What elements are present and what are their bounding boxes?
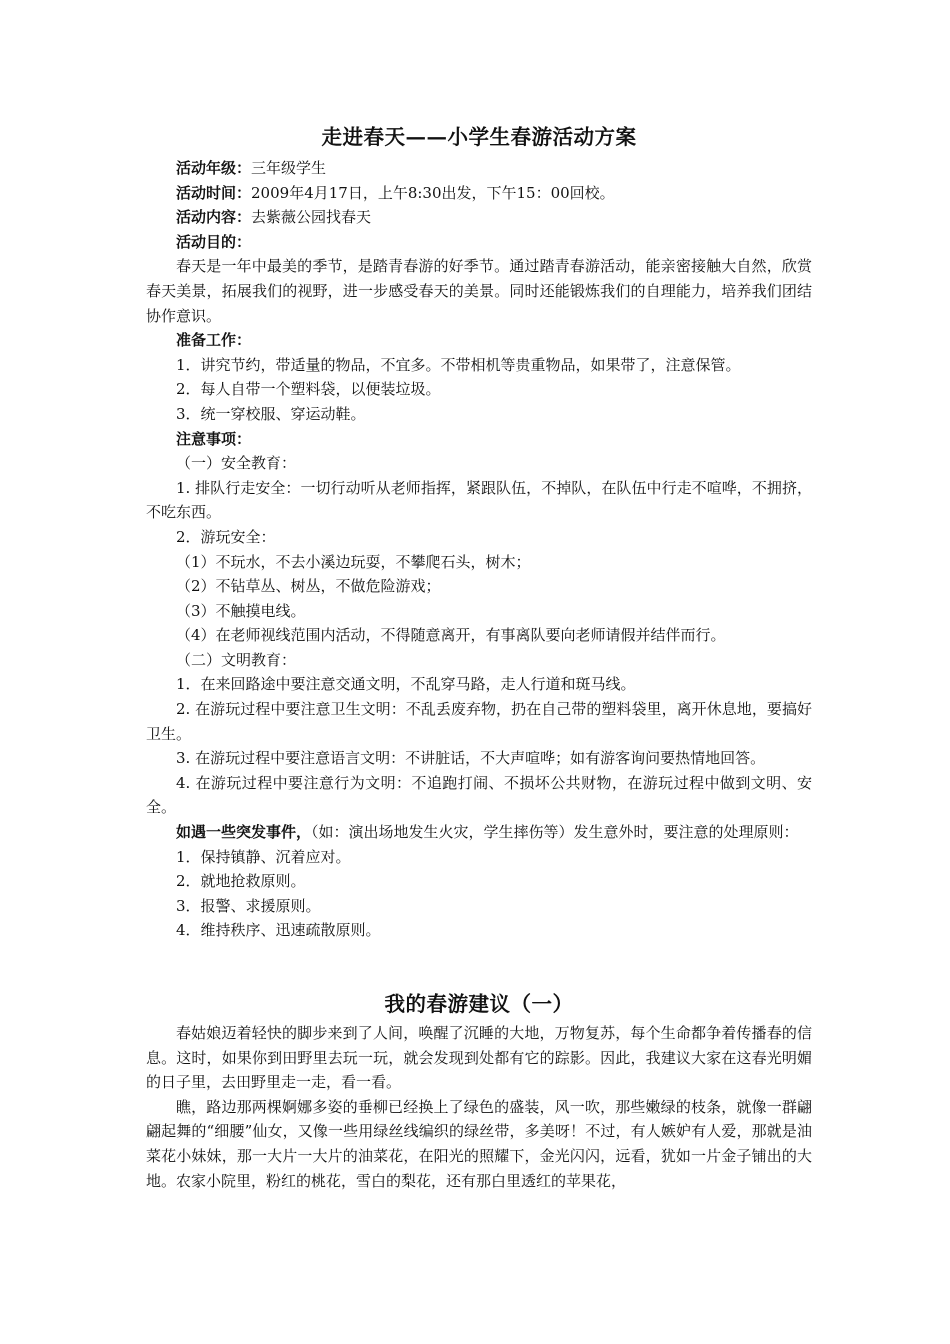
civil-item: 3. 在游玩过程中要注意语言文明：不讲脏话，不大声喧哗；如有游客询问要热情地回答。 <box>176 749 766 768</box>
prep-item: 3．统一穿校服、穿运动鞋。 <box>176 404 366 423</box>
emergency-item: 1．保持镇静、沉着应对。 <box>176 847 351 866</box>
essay-title: 我的春游建议（一） <box>384 992 574 1016</box>
emergency-text: （如：演出场地发生火灾，学生摔伤等）发生意外时，要注意的处理原则： <box>311 823 799 842</box>
prep-item: 1．讲究节约，带适量的物品，不宜多。不带相机等贵重物品，如果带了，注意保管。 <box>176 355 741 374</box>
grade-line <box>146 156 812 181</box>
grade-value: 三年级学生 <box>251 159 327 177</box>
content-line <box>146 205 812 230</box>
emergency-item: 3．报警、求援原则。 <box>176 896 321 915</box>
prep-label: 准备工作： <box>176 331 252 350</box>
emergency-item: 4．维持秩序、迅速疏散原则。 <box>176 921 381 940</box>
safety-item: （2）不钻草丛、树丛，不做危险游戏； <box>176 577 441 596</box>
content-value: 去紫薇公园找春天 <box>251 208 372 227</box>
document-page <box>146 120 812 1193</box>
civil-heading: （二）文明教育： <box>176 650 297 669</box>
essay-paragraph: 瞧，路边那两棵婀娜多姿的垂柳已经换上了绿色的盛装，风一吹，那些嫩绿的枝条，就像一群翩翩起舞的“细腰”仙女，又像一些用绿丝线编织的绿丝带，多美呀！不过，有人嫉妒有人爱，那就是油菜花小妹妹，那一大片一大片的油菜花，在阳光的照耀下，金光闪闪，远看，犹如一片金子铺出的大地。农家小院里，粉红的桃花，雪白的梨花，还有那白里透红的苹果花， <box>146 1097 812 1190</box>
purpose-label: 活动目的： <box>176 232 252 251</box>
notes-label: 注意事项： <box>176 429 252 448</box>
safety-item: 2．游玩安全： <box>176 527 276 546</box>
civil-item: 4. 在游玩过程中要注意行为文明：不追跑打闹、不损坏公共财物，在游玩过程中做到文明、安全。 <box>146 773 812 817</box>
time-value: 2009年4月17日，上午8:30出发，下午15：00回校。 <box>251 183 615 202</box>
emergency-bold: 如遇一些突发事件， <box>176 823 312 842</box>
content-label: 活动内容： <box>176 208 252 227</box>
time-line <box>146 181 812 206</box>
safety-item: （3）不触摸电线。 <box>176 601 306 620</box>
civil-item: 1．在来回路途中要注意交通文明，不乱穿马路，走人行道和斑马线。 <box>176 675 636 694</box>
document-title: 走进春天——小学生春游活动方案 <box>321 125 637 149</box>
safety-item: （4）在老师视线范围内活动，不得随意离开，有事离队要向老师请假并结伴而行。 <box>176 626 726 645</box>
safety-item: 1. 排队行走安全：一切行动听从老师指挥，紧跟队伍，不掉队，在队伍中行走不喧哗，不拥挤，不吃东西。 <box>146 478 812 522</box>
emergency-item: 2．就地抢救原则。 <box>176 872 306 891</box>
safety-item: （1）不玩水，不去小溪边玩耍，不攀爬石头，树木； <box>176 552 531 571</box>
essay-paragraph: 春姑娘迈着轻快的脚步来到了人间，唤醒了沉睡的大地，万物复苏，每个生命都争着传播春的信息。这时，如果你到田野里去玩一玩，就会发现到处都有它的踪影。因此，我建议大家在这春光明媚的日子里，去田野里走一走，看一看。 <box>146 1024 812 1092</box>
purpose-text: 春天是一年中最美的季节，是踏青春游的好季节。通过踏青春游活动，能亲密接触大自然，欣赏春天美景，拓展我们的视野，进一步感受春天的美景。同时还能锻炼我们的自理能力，培养我们团结协作意识。 <box>146 257 812 325</box>
emergency-paragraph <box>146 820 812 845</box>
civil-item: 2. 在游玩过程中要注意卫生文明：不乱丢废弃物，扔在自己带的塑料袋里，离开休息地，要搞好卫生。 <box>146 700 812 743</box>
prep-item: 2．每人自带一个塑料袋，以便装垃圾。 <box>176 380 441 399</box>
safety-heading: （一）安全教育： <box>176 454 297 473</box>
grade-label: 活动年级： <box>176 159 252 177</box>
time-label: 活动时间： <box>176 183 252 202</box>
